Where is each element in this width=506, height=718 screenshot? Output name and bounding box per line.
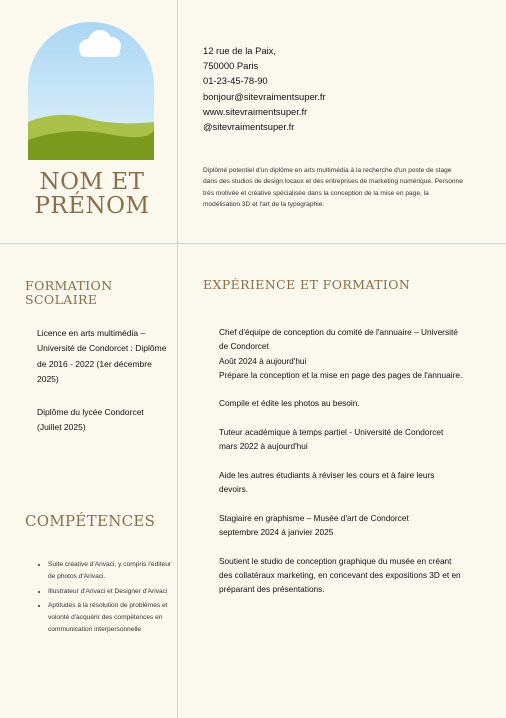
exp-3-title: Stagiaire en graphisme – Musée d'art de Condorcet [219,512,409,523]
experience-list [219,325,465,611]
contact-social[interactable]: @sitevraimentsuper.fr [203,121,295,133]
vertical-divider [177,0,178,718]
profile-summary: Diplômé potentiel d'un diplôme en arts multimédia à la recherche d'un poste de stage dans des studios de design locaux et des entreprises de marketing numérique. Personne très motivée et créative spécialisée dans la conception de la mise en page, la modélisation 3D et l'art de la typographie. [203,167,463,209]
exp-2-desc: Aide les autres étudiants à réviser les cours et à faire leurs devoirs. [219,469,435,495]
skill-item: • Suite créative d'Arivaci, y compris l'éditeur de photos d'Arivaci. [48,559,176,583]
contact-phone: 01-23-45-78-90 [203,75,268,87]
contact-block [203,43,326,134]
formation-heading: FORMATION SCOLAIRE [25,278,113,307]
landscape-placeholder-image [28,22,154,160]
exp-1-title: Chef d'équipe de conception du comité de l'annuaire – Université de Condorcet [219,327,458,352]
name-heading [20,170,164,218]
education-item-1: Licence en arts multimédia – Université de Condorcet : Diplôme de 2016 - 2022 (1er décembre 2025) [37,328,167,385]
exp-3-desc: Soutient le studio de conception graphique du musée en créant des collatéraux marketing, en concevant des expositions 3D et en préparant des présentations. [219,555,461,595]
horizontal-divider [0,243,506,244]
exp-1-desc-1: Prépare la conception et la mise en page des pages de l'annuaire. [219,369,463,380]
exp-1-dates: Août 2024 à aujourd'hui [219,355,307,366]
name-line-2: PRÉNOM [34,193,150,219]
contact-website[interactable]: www.sitevraimentsuper.fr [203,105,308,117]
contact-street: 12 rue de la Paix, [203,45,276,56]
contact-email[interactable]: bonjour@sitevraimentsuper.fr [203,90,326,102]
exp-2-title: Tuteur académique à temps partiel - Université de Condorcet [219,427,444,438]
exp-1-desc-2: Compile et édite les photos au besoin. [219,398,360,409]
skills-list [36,559,176,639]
exp-2-dates: mars 2022 à aujourd'hui [219,441,308,452]
experience-heading: EXPÉRIENCE ET FORMATION [203,277,411,292]
skill-item: • Aptitudes à la résolution de problèmes et volonté d'acquérir des compétences en communication interpersonnelle [48,600,176,635]
name-line-1: NOM ET [39,169,145,195]
contact-city: 750000 Paris [203,60,259,72]
education-item-2: Diplôme du lycée Condorcet (Juillet 2025) [37,407,144,433]
skill-item: • Illustrateur d'Arivaci et Designer d'Arivaci [48,586,176,598]
exp-3-dates: septembre 2024 à janvier 2025 [219,527,334,538]
profile-photo-placeholder [28,22,154,160]
competences-heading: COMPÉTENCES [25,512,156,530]
